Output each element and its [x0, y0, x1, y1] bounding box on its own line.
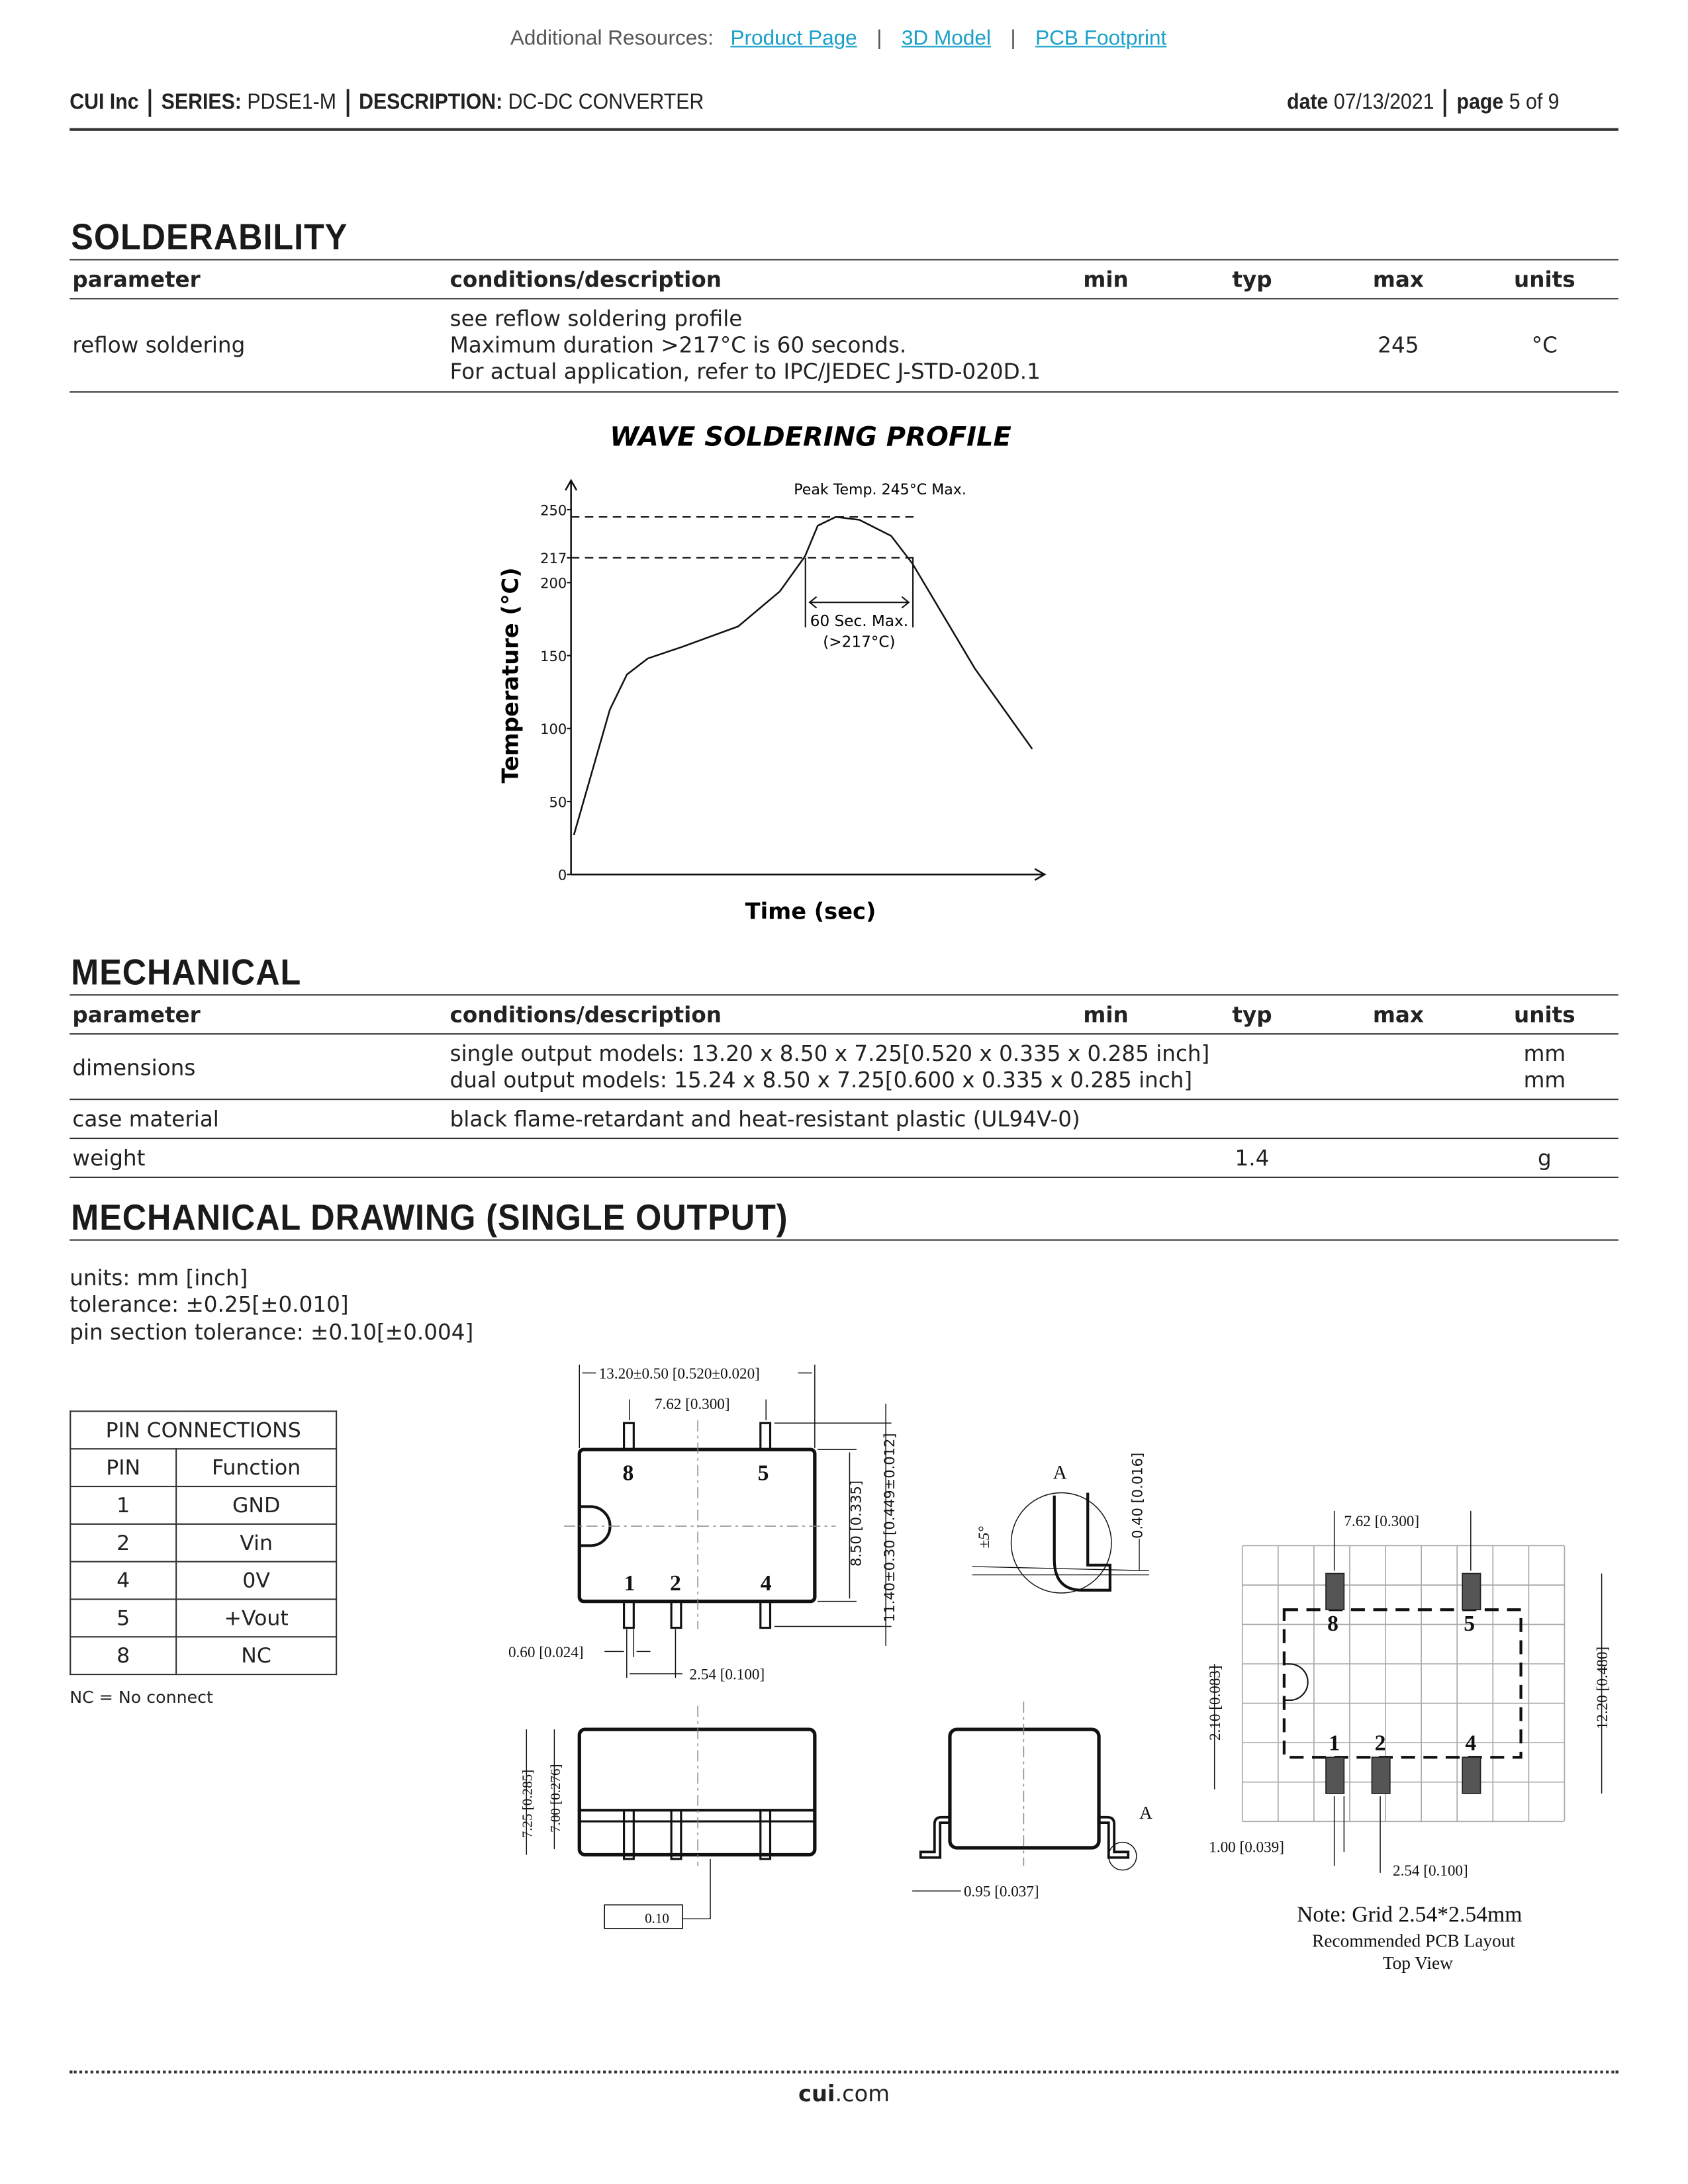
pin-function: GND: [176, 1486, 336, 1524]
table-rule: [70, 1138, 1618, 1139]
row-condition: single output models: 13.20 x 8.50 x 7.25[0.520 x 0.335 x 0.285 inch]: [449, 1041, 1210, 1067]
y-tick-label: 250: [540, 502, 567, 519]
row-parameter: dimensions: [72, 1055, 196, 1081]
row-units: g: [1537, 1146, 1552, 1171]
row-parameter: weight: [72, 1146, 146, 1171]
detail-label: A: [1053, 1462, 1067, 1484]
row-condition: For actual application, refer to IPC/JEDEC J-STD-020D.1: [449, 359, 1041, 385]
pcb-pin-label-4: 4: [1465, 1731, 1477, 1756]
window-annotation: 60 Sec. Max.: [810, 612, 909, 630]
product-page-link[interactable]: Product Page: [730, 26, 857, 50]
col-conditions: conditions/description: [449, 1002, 722, 1028]
y-tick-label: 0: [557, 866, 567, 884]
pin-number: 4: [70, 1562, 176, 1600]
col-min: min: [1083, 267, 1129, 293]
dim-total-height: 11.40±0.30 [0.449±0.012]: [880, 1433, 898, 1623]
y-tick-label: 100: [540, 721, 567, 738]
pin-label-5: 5: [757, 1461, 769, 1486]
row-units: °C: [1531, 332, 1558, 358]
row-condition: Maximum duration >217°C is 60 seconds.: [449, 332, 907, 358]
dim-body-height: 8.50 [0.335]: [847, 1480, 865, 1567]
side-view: [520, 1706, 815, 1929]
pcb-dim-pad: 1.00 [0.039]: [1209, 1839, 1284, 1856]
3d-model-link[interactable]: 3D Model: [901, 26, 991, 50]
page-label: page: [1456, 91, 1504, 115]
pcb-dim-height: 12.20 [0.480]: [1594, 1646, 1612, 1730]
pcb-dim-pitch: 7.62 [0.300]: [1344, 1512, 1420, 1530]
table-rule: [70, 1033, 1618, 1034]
col-parameter: parameter: [72, 267, 201, 293]
divider: [149, 89, 152, 117]
row-units: mm: [1523, 1068, 1566, 1093]
window-sub-annotation: (>217°C): [823, 633, 896, 651]
pin-function: NC: [176, 1637, 336, 1674]
x-axis-label: Time (sec): [745, 898, 876, 925]
pin-function: +Vout: [176, 1599, 336, 1637]
temperature-curve: [574, 517, 1032, 835]
table-rule: [70, 259, 1618, 260]
section-rule: [70, 1240, 1618, 1241]
nc-note: NC = No connect: [70, 1688, 213, 1707]
table-rule: [70, 1099, 1618, 1100]
end-view: [912, 1702, 1152, 1901]
mechanical-drawing: [0, 1351, 1688, 1991]
col-max: max: [1372, 1002, 1424, 1028]
pcb-pin-label-2: 2: [1374, 1731, 1386, 1756]
top-view: [508, 1365, 898, 1684]
row-max: 245: [1378, 332, 1419, 358]
dim-width: 13.20±0.50 [0.520±0.020]: [598, 1365, 760, 1383]
pin-number: 5: [70, 1599, 176, 1637]
col-conditions: conditions/description: [449, 267, 722, 293]
col-units: units: [1514, 1002, 1575, 1028]
resources-label: Additional Resources:: [510, 26, 714, 50]
row-parameter: case material: [72, 1107, 219, 1132]
col-typ: typ: [1232, 267, 1272, 293]
pcb-pin-label-8: 8: [1327, 1611, 1338, 1636]
col-units: units: [1514, 267, 1575, 293]
pin-label-2: 2: [670, 1570, 681, 1596]
pin-label-4: 4: [760, 1570, 772, 1596]
pcb-footprint-link[interactable]: PCB Footprint: [1035, 26, 1167, 50]
date-value: 07/13/2021: [1333, 91, 1434, 115]
pin-number: 1: [70, 1486, 176, 1524]
dim-height-total: 7.25 [0.285]: [519, 1769, 536, 1839]
y-tick-label: 150: [540, 647, 567, 664]
footer-domain[interactable]: [0, 2080, 1688, 2107]
row-units: mm: [1523, 1041, 1566, 1067]
function-col-header: Function: [176, 1449, 336, 1486]
section-title-mechanical-drawing: MECHANICAL DRAWING (SINGLE OUTPUT): [71, 1196, 788, 1238]
dim-pin-pitch: 2.54 [0.100]: [689, 1666, 765, 1684]
pcb-layout: [1207, 1511, 1611, 1973]
pin-label-8: 8: [622, 1461, 634, 1486]
header-rule: [70, 128, 1618, 131]
pin-table-title: PIN CONNECTIONS: [70, 1411, 336, 1449]
dim-angle: ±5°: [975, 1526, 993, 1549]
tolerance-note: tolerance: ±0.25[±0.010]: [70, 1292, 349, 1318]
series-label: SERIES:: [161, 91, 242, 115]
y-tick-label: 217: [540, 550, 567, 567]
table-rule: [70, 391, 1618, 392]
pcb-view-label: Top View: [1382, 1953, 1453, 1974]
description-label: DESCRIPTION:: [359, 91, 503, 115]
window-arrow: [810, 597, 909, 608]
pin-number: 8: [70, 1637, 176, 1674]
chart-title: WAVE SOLDERING PROFILE: [610, 422, 1011, 453]
series-value: PDSE1-M: [247, 91, 337, 115]
pin-function: Vin: [176, 1524, 336, 1562]
dim-height-body: 7.00 [0.276]: [547, 1764, 563, 1833]
axis-lines: [565, 480, 1045, 880]
col-max: max: [1372, 267, 1424, 293]
col-typ: typ: [1232, 1002, 1272, 1028]
table-rule: [70, 994, 1618, 995]
peak-annotation: Peak Temp. 245°C Max.: [794, 480, 966, 498]
detail-a-view: [972, 1453, 1149, 1593]
additional-resources: [0, 26, 1688, 50]
separator: |: [876, 26, 882, 50]
chart-ticks: [540, 502, 571, 883]
row-parameter: reflow soldering: [72, 332, 246, 358]
dim-lead: 0.95 [0.037]: [963, 1883, 1039, 1901]
header-left: [70, 89, 704, 117]
separator: |: [1010, 26, 1016, 50]
date-label: date: [1287, 91, 1329, 115]
row-condition: dual output models: 15.24 x 8.50 x 7.25[0.600 x 0.335 x 0.285 inch]: [449, 1068, 1193, 1093]
detail-callout: A: [1139, 1802, 1152, 1823]
y-tick-label: 200: [540, 574, 567, 592]
units-note: units: mm [inch]: [70, 1265, 248, 1291]
reference-lines: [571, 517, 915, 627]
pin-tolerance-note: pin section tolerance: ±0.10[±0.004]: [70, 1320, 474, 1345]
divider: [1444, 89, 1447, 117]
pcb-dim-row: 2.10 [0.083]: [1207, 1665, 1225, 1741]
col-parameter: parameter: [72, 1002, 201, 1028]
row-condition: black flame-retardant and heat-resistant plastic (UL94V-0): [449, 1107, 1080, 1132]
section-title-mechanical: MECHANICAL: [71, 951, 302, 993]
header-right: [1287, 89, 1559, 117]
pcb-dim-pin-pitch: 2.54 [0.100]: [1393, 1862, 1468, 1880]
pin-label-1: 1: [624, 1570, 635, 1596]
y-tick-label: 50: [549, 794, 567, 811]
pcb-grid-note: Note: Grid 2.54*2.54mm: [1297, 1902, 1523, 1927]
col-min: min: [1083, 1002, 1129, 1028]
footer-rule: [70, 2071, 1618, 2073]
pin-col-header: PIN: [70, 1449, 176, 1486]
pin-number: 2: [70, 1524, 176, 1562]
pcb-caption: Recommended PCB Layout: [1312, 1931, 1515, 1951]
row-typ: 1.4: [1235, 1146, 1270, 1171]
wave-soldering-chart: [0, 404, 1688, 933]
y-axis-label: Temperature (°C): [497, 567, 524, 784]
pcb-pin-label-1: 1: [1329, 1731, 1340, 1756]
chart-axes: [565, 480, 1045, 880]
dim-flatness: 0.10: [645, 1910, 669, 1927]
pin-function: 0V: [176, 1562, 336, 1600]
table-rule: [70, 298, 1618, 299]
dim-standoff: 0.40 [0.016]: [1129, 1452, 1146, 1539]
row-condition: see reflow soldering profile: [449, 306, 743, 332]
page-value: 5 of 9: [1509, 91, 1560, 115]
pcb-pin-label-5: 5: [1464, 1611, 1476, 1636]
dim-pitch: 7.62 [0.300]: [654, 1396, 730, 1414]
footer-domain-suffix: .com: [835, 2080, 890, 2107]
description-value: DC-DC CONVERTER: [508, 91, 704, 115]
dim-pin-width: 0.60 [0.024]: [508, 1643, 584, 1661]
company-name: CUI Inc: [70, 91, 139, 115]
divider: [346, 89, 349, 117]
footer-brand: cui: [798, 2080, 835, 2107]
section-title-solderability: SOLDERABILITY: [71, 216, 348, 258]
table-rule: [70, 1177, 1618, 1178]
